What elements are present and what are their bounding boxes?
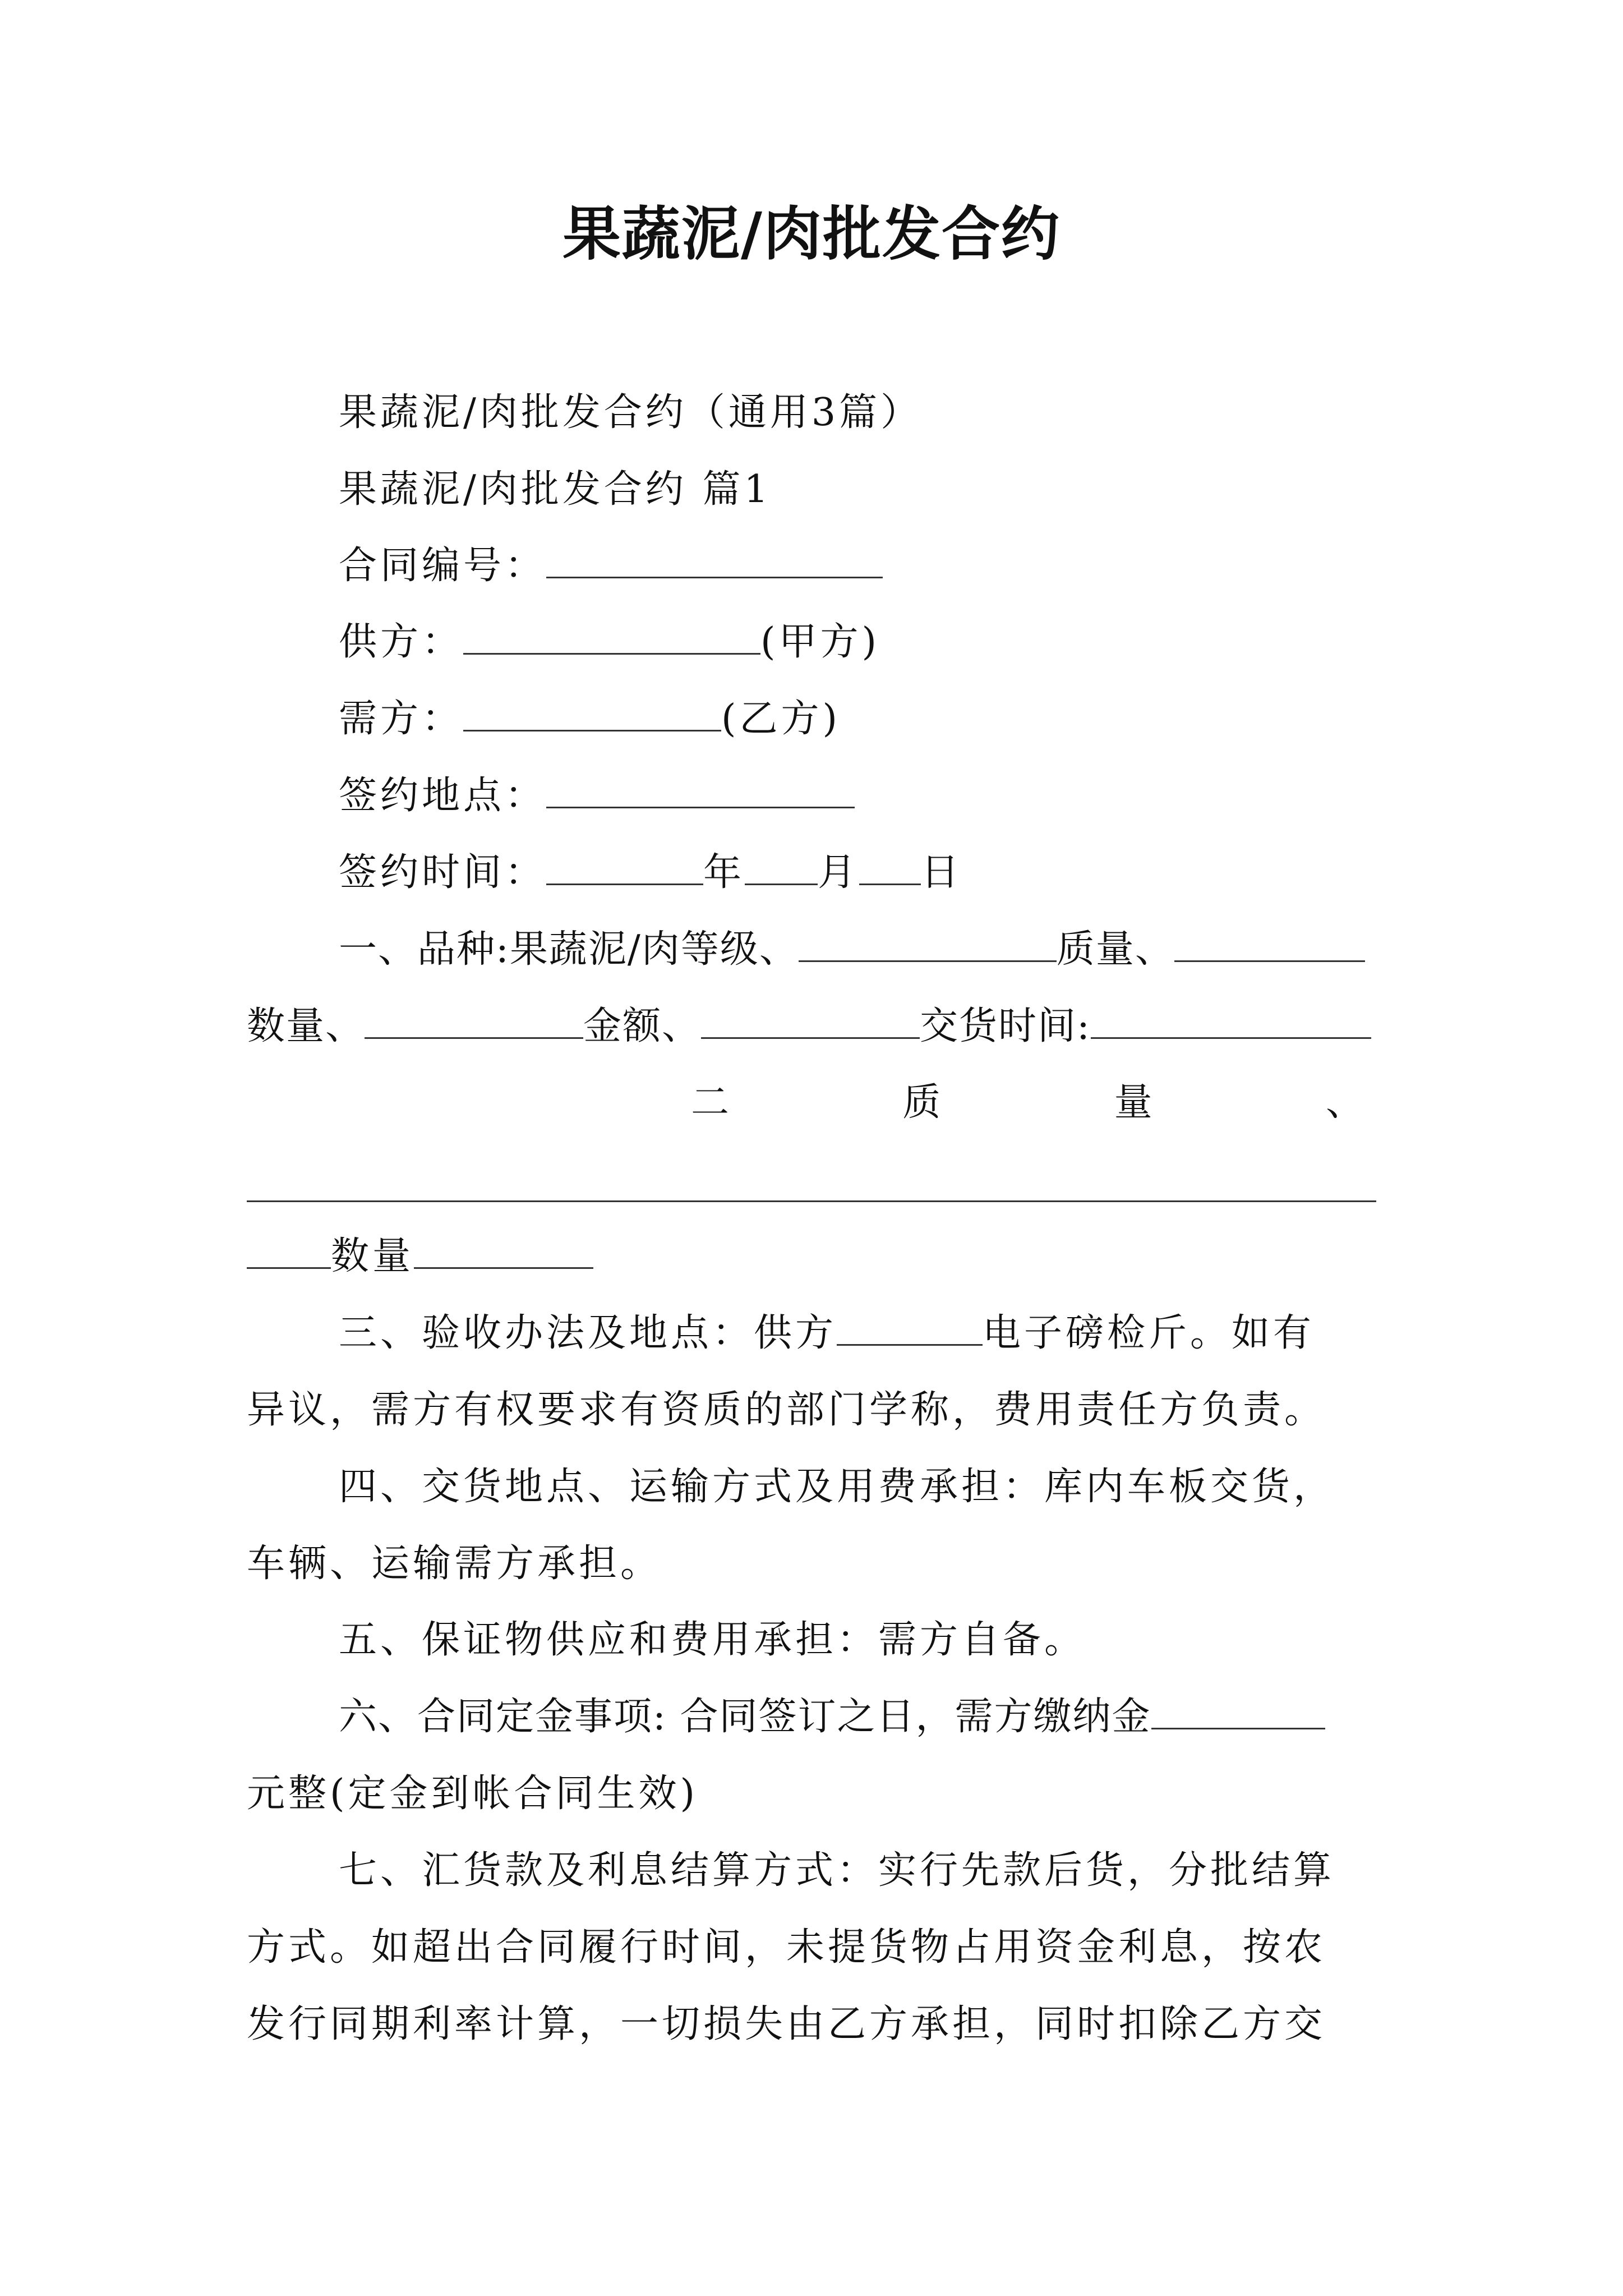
clause2-quantity-row bbox=[247, 1234, 593, 1280]
buyer-blank bbox=[463, 697, 721, 731]
supplier-blank bbox=[463, 620, 760, 655]
sign-place-row bbox=[339, 773, 855, 819]
clause3-line1 bbox=[339, 1310, 1315, 1356]
buyer-row bbox=[339, 696, 841, 742]
deposit-blank bbox=[1151, 1695, 1325, 1729]
delivery-time-label: 交货时间: bbox=[920, 1004, 1091, 1048]
contract-number-blank bbox=[546, 544, 883, 578]
clause3-blank bbox=[837, 1312, 983, 1346]
month-label: 月 bbox=[818, 850, 860, 895]
supplier-suffix: (甲方) bbox=[760, 620, 880, 664]
contract-number-label: 合同编号： bbox=[339, 544, 547, 588]
clause3-tail: 电子磅检斤。如有 bbox=[983, 1311, 1315, 1355]
clause3-lead: 三、验收办法及地点：供方 bbox=[339, 1311, 837, 1355]
clause2-char-3: 量 bbox=[1114, 1080, 1152, 1125]
sign-place-label: 签约地点： bbox=[339, 774, 547, 818]
clause7-line2: 方式。如超出合同履行时间，未提货物占用资金利息，按农 bbox=[247, 1925, 1326, 1970]
quality-blank bbox=[1174, 928, 1365, 962]
supplier-label: 供方： bbox=[339, 620, 464, 664]
quality-label: 质量、 bbox=[1056, 927, 1174, 972]
clause6-line2: 元整(定金到帐合同生效) bbox=[247, 1772, 699, 1816]
clause3-line2: 异议，需方有权要求有资质的部门学称，费用责任方负责。 bbox=[247, 1388, 1326, 1432]
clause2-lead-blank bbox=[247, 1235, 331, 1269]
quantity-label: 数量、 bbox=[247, 1004, 365, 1048]
clause4-line1: 四、交货地点、运输方式及用费承担：库内车板交货， bbox=[339, 1465, 1335, 1509]
month-blank bbox=[745, 851, 818, 885]
clause7-line1: 七、汇货款及利息结算方式：实行先款后货，分批结算 bbox=[339, 1848, 1335, 1893]
quantity-blank bbox=[365, 1005, 583, 1039]
clause6-lead: 六、合同定金事项: 合同签订之日，需方缴纳金 bbox=[339, 1695, 1151, 1739]
clause2-char-2: 质 bbox=[902, 1080, 941, 1125]
clause1-line2 bbox=[247, 1004, 1371, 1050]
clause6-line1 bbox=[339, 1694, 1325, 1740]
amount-label: 金额、 bbox=[583, 1004, 702, 1048]
buyer-label: 需方： bbox=[339, 697, 464, 741]
clause2-quantity-label: 数量 bbox=[331, 1234, 414, 1278]
grade-blank bbox=[799, 928, 1057, 962]
clause2-quantity-blank bbox=[414, 1235, 593, 1269]
clause2-char-4: 、 bbox=[1325, 1080, 1364, 1125]
sign-time-row bbox=[339, 850, 962, 896]
clause2-blank-line bbox=[247, 1200, 1376, 1202]
delivery-time-blank bbox=[1091, 1005, 1371, 1039]
buyer-suffix: (乙方) bbox=[721, 697, 841, 741]
clause4-line2: 车辆、运输需方承担。 bbox=[247, 1542, 662, 1586]
day-label: 日 bbox=[921, 850, 963, 895]
year-label: 年 bbox=[703, 850, 745, 895]
clause2-char-1: 二 bbox=[691, 1080, 730, 1125]
clause7-line3: 发行同期利率计算，一切损失由乙方承担，同时扣除乙方交 bbox=[247, 2002, 1326, 2046]
year-blank bbox=[546, 851, 703, 885]
section-heading: 果蔬泥/肉批发合约 篇1 bbox=[339, 467, 772, 512]
sign-place-blank bbox=[546, 774, 855, 808]
subtitle: 果蔬泥/肉批发合约（通用3篇） bbox=[339, 390, 923, 435]
clause1-lead: 一、品种:果蔬泥/肉等级、 bbox=[339, 927, 799, 972]
day-blank bbox=[859, 851, 921, 885]
page-title: 果蔬泥/肉批发合约 bbox=[562, 199, 1061, 268]
clause5-line1: 五、保证物供应和费用承担：需方自备。 bbox=[339, 1618, 1086, 1662]
clause1-line1 bbox=[339, 927, 1365, 973]
contract-number-row bbox=[339, 543, 883, 589]
clause2-heading bbox=[691, 1080, 1364, 1126]
amount-blank bbox=[701, 1005, 920, 1039]
sign-time-label: 签约时间： bbox=[339, 850, 547, 895]
supplier-row bbox=[339, 619, 880, 665]
